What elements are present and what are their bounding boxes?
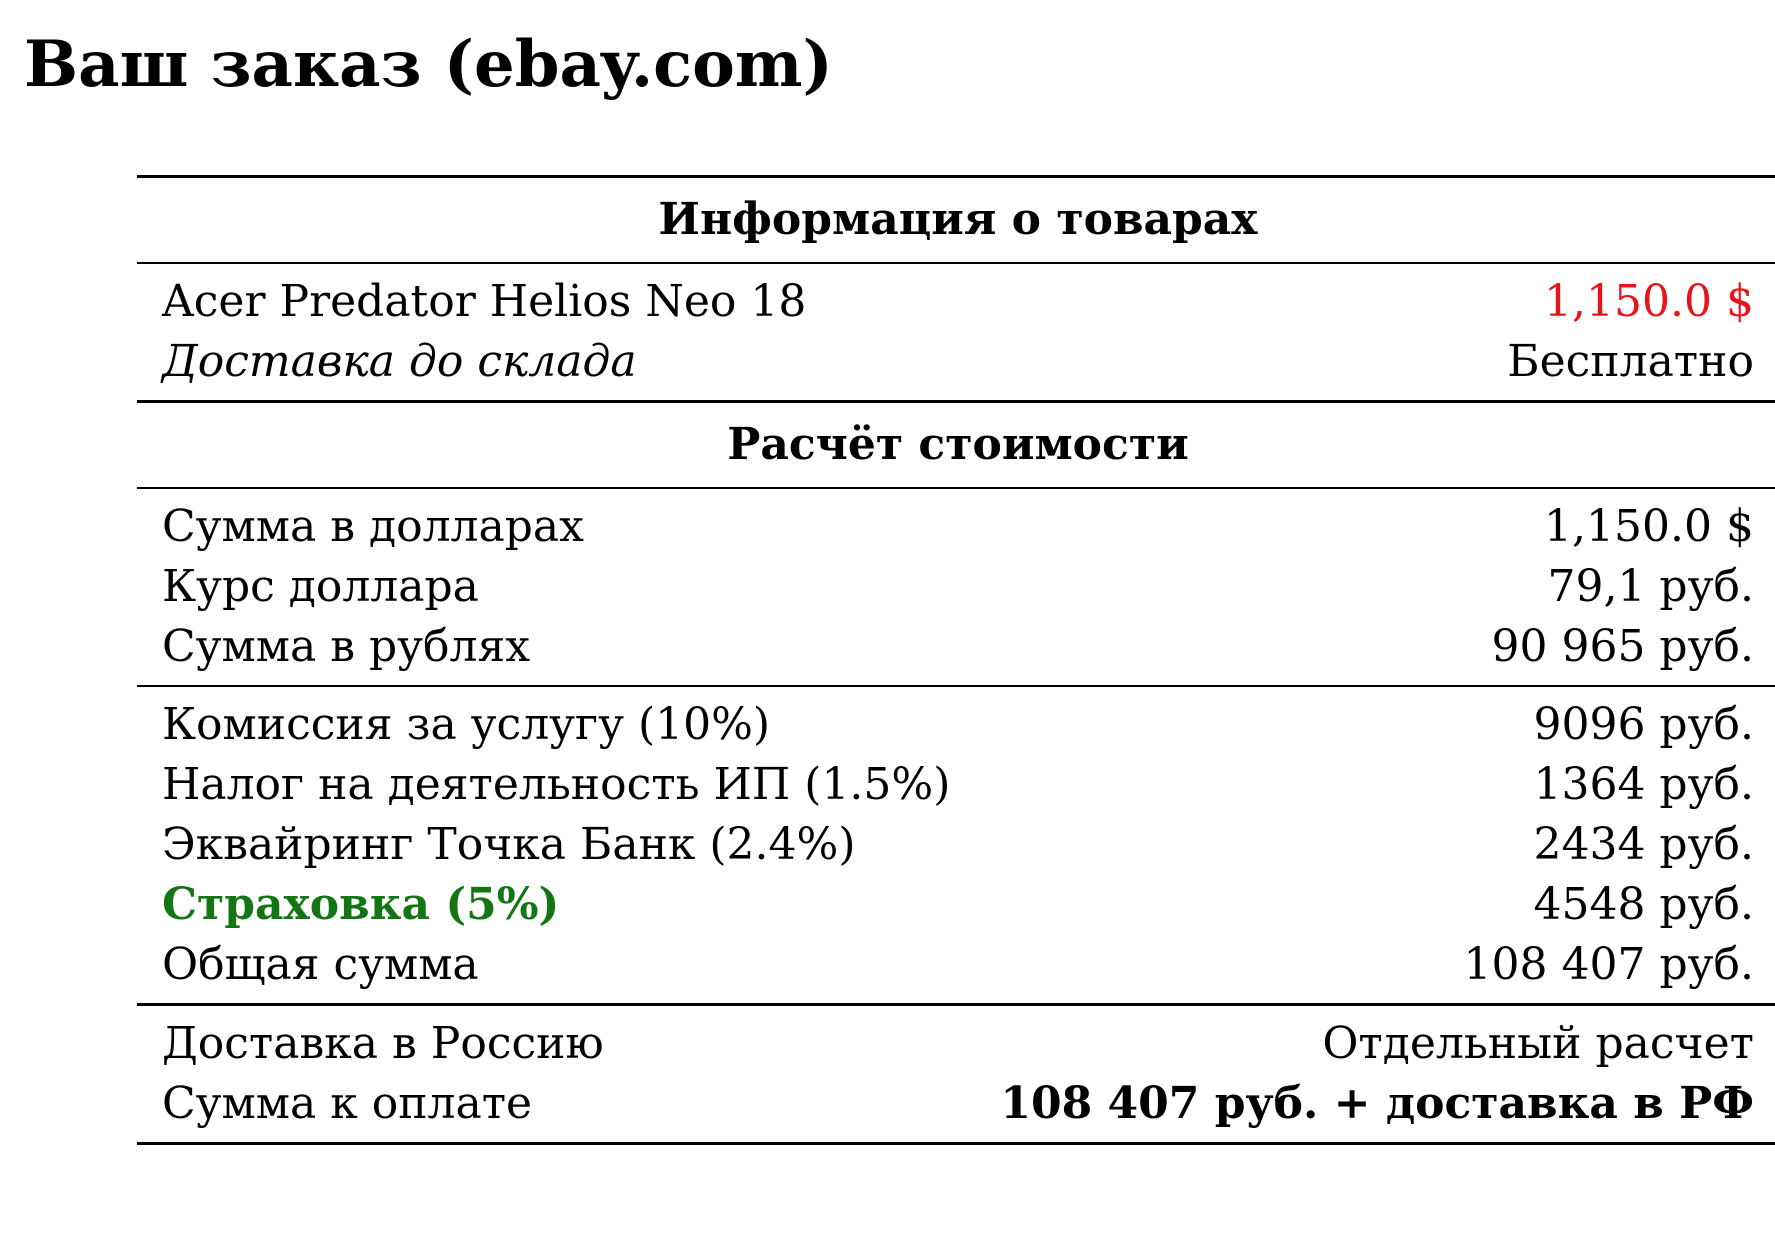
- usd-sum-row: [137, 488, 1775, 557]
- total-label: Общая сумма: [162, 939, 479, 990]
- rate-label: Курс доллара: [162, 561, 479, 612]
- calc-header: Расчёт стоимости: [137, 402, 1775, 489]
- rate-value: 79,1 руб.: [1547, 561, 1754, 612]
- amount-due-row: [137, 1074, 1775, 1144]
- amount-due-value: 108 407 руб. + доставка в РФ: [975, 1074, 1775, 1144]
- calc-section-header: [137, 402, 1775, 489]
- acquiring-label: Эквайринг Точка Банк (2.4%): [162, 819, 856, 870]
- tax-row: [137, 755, 1775, 815]
- commission-label: Комиссия за услугу (10%): [137, 686, 975, 755]
- amount-due-label: Сумма к оплате: [137, 1074, 975, 1144]
- usd-sum-label: Сумма в долларах: [137, 488, 975, 557]
- insurance-value: 4548 руб.: [1533, 879, 1754, 930]
- usd-sum-value: 1,150.0 $: [975, 488, 1775, 557]
- item-price: 1,150.0 $: [975, 263, 1775, 332]
- tax-value: 1364 руб.: [1533, 759, 1754, 810]
- page-title: Ваш заказ (ebay.com): [24, 27, 833, 102]
- tax-label: Налог на деятельность ИП (1.5%): [162, 759, 951, 810]
- order-summary-table: [137, 175, 1775, 1145]
- insurance-label: Страховка (5%): [162, 879, 560, 930]
- rub-sum-row: [137, 617, 1775, 686]
- warehouse-shipping-value: Бесплатно: [1507, 336, 1754, 387]
- insurance-row: [137, 875, 1775, 935]
- delivery-russia-row: [137, 1005, 1775, 1075]
- goods-section-header: [137, 177, 1775, 264]
- acquiring-value: 2434 руб.: [1533, 819, 1754, 870]
- rub-sum-value: 90 965 руб.: [1491, 621, 1754, 672]
- item-row: [137, 263, 1775, 332]
- warehouse-shipping-row: [137, 332, 1775, 402]
- item-name: Acer Predator Helios Neo 18: [137, 263, 975, 332]
- commission-value: 9096 руб.: [975, 686, 1775, 755]
- rate-row: [137, 557, 1775, 617]
- commission-row: [137, 686, 1775, 755]
- delivery-russia-value: Отдельный расчет: [975, 1005, 1775, 1075]
- warehouse-shipping-label: Доставка до склада: [162, 336, 637, 387]
- acquiring-row: [137, 815, 1775, 875]
- total-value: 108 407 руб.: [1463, 939, 1754, 990]
- rub-sum-label: Сумма в рублях: [162, 621, 531, 672]
- goods-header: Информация о товарах: [137, 177, 1775, 264]
- delivery-russia-label: Доставка в Россию: [137, 1005, 975, 1075]
- total-row: [137, 935, 1775, 1005]
